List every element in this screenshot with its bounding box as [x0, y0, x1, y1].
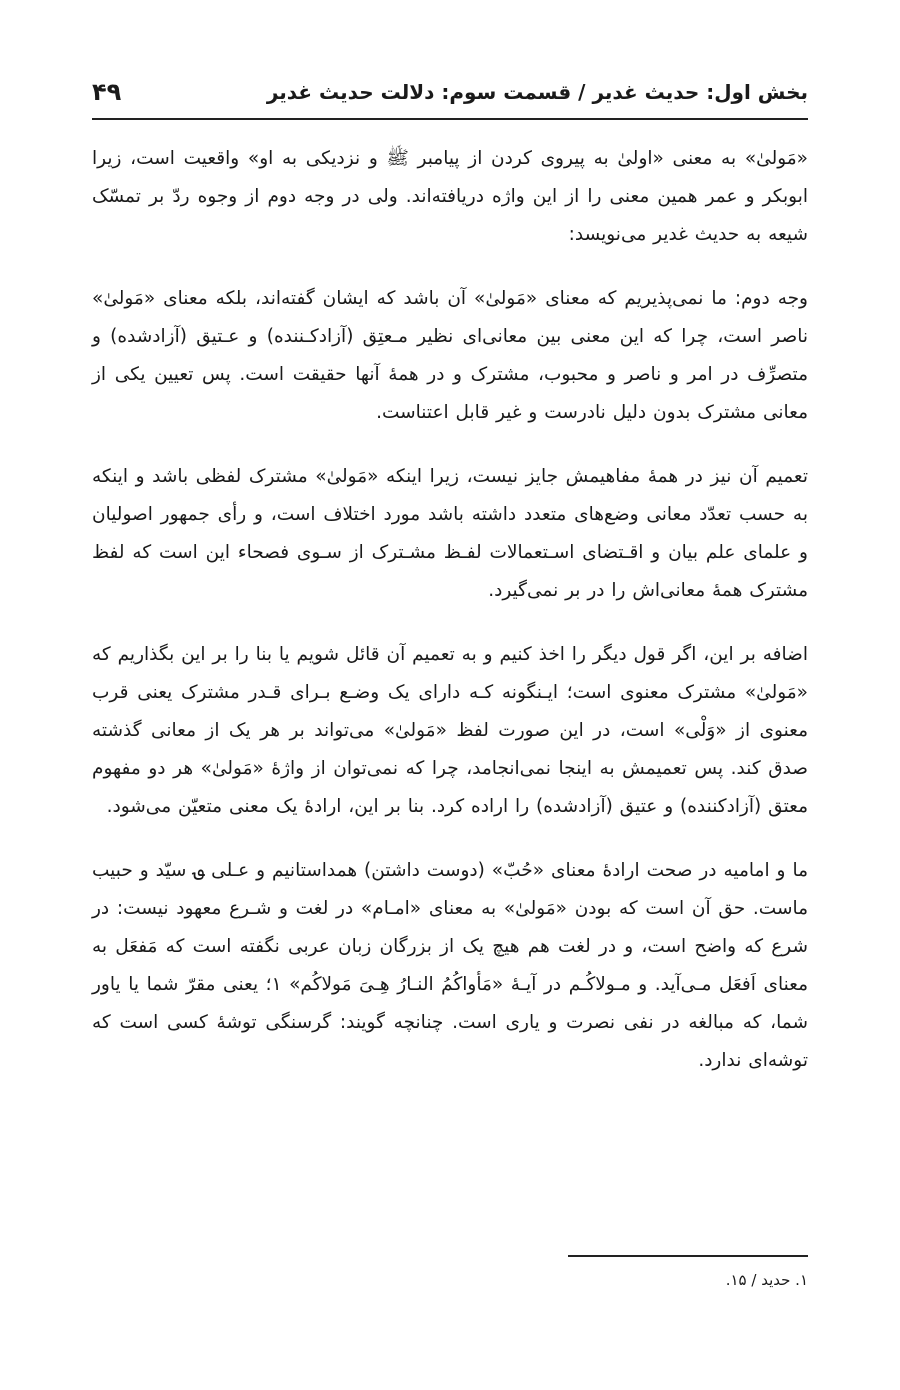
paragraph-5: ما و امامیه در صحت ارادهٔ معنای «حُبّ» (دوست داشتن) همداستانیم و عـلی ؈ سیّد و حبیب ماست. حق آن است که بودن «مَولیٰ» به معنای «امـام» در لغت و شـرع معهود نیست: در شرع که واضح است، و در لغت هم هیچ یک از بزرگان زبان عربی نگفته است که مَفعَل به معنای اَفعَل مـی‌آید. و مـولاکُـم در آیـهٔ «مَأواکُمُ النـارُ هِـیَ مَولاکُم» ۱؛ یعنی مقرّ شما یا یاور شما، که مبالغه در نفی نصرت و یاری است. چنانچه گویند: گرسنگی توشهٔ کسی است که توشه‌ای ندارد.: [92, 860, 809, 1071]
paragraph-1: «مَولیٰ» به معنی «اولیٰ به پیروی کردن از پیامبر ﷺ و نزدیکی به او» واقعیت است، زیرا ابوبکر و عمر همین معنی را از این واژه دریافته‌اند. ولی در وجه دوم از وجوه ردّ بر تمسّک شیعه به حدیث غدیر می‌نویسد:: [92, 148, 808, 245]
footnote-divider: [568, 1255, 808, 1257]
paragraph-4: اضافه بر این، اگر قول دیگر را اخذ کنیم و به تعمیم آن قائل شویم یا بنا را بر این بگذاریم که «مَولیٰ» مشترک معنوی است؛ ایـنگونه کـه دارای یک وضـع بـرای قـدر مشترک یعنی قرب معنوی از «وَلْی» است، در این صورت لفظ «مَولیٰ» می‌تواند بر هر یک از معانی گذشته صدق کند. پس تعمیمش به اینجا نمی‌انجامد، چرا که نمی‌توان از واژهٔ «مَولیٰ» هر دو مفهوم معتق (آزادکننده) و عتیق (آزادشده) را اراده کرد. بنا بر این، ارادهٔ یک معنی متعیّن می‌شود.: [92, 644, 808, 817]
paragraph-2: وجه دوم: ما نمی‌پذیریم که معنای «مَولیٰ» آن باشد که ایشان گفته‌اند، بلکه معنای «مَولیٰ» ناصر است، چرا که این معنی بین معانی‌ای نظیر مـعتِق (آزادکـننده) و عـتیق (آزادشده) و متصرِّف در امر و ناصر و محبوب، مشترک و در همهٔ آنها حقیقت است. پس تعیین یکی از معانی مشترک بدون دلیل نادرست و غیر قابل اعتناست.: [92, 288, 808, 423]
paragraph-3: تعمیم آن نیز در همهٔ مفاهیمش جایز نیست، زیرا اینکه «مَولیٰ» مشترک لفظی باشد و اینکه به حسب تعدّد معانی وضع‌های متعدد داشته باشد مورد اختلاف است، و رأی جمهور اصولیان و علمای علم بیان و اقـتضای اسـتعمالات لفـظ مشـترک از سـوی فصحاء این است که لفظ مشترک همهٔ معانی‌اش را در بر نمی‌گیرد.: [92, 466, 808, 601]
book-page: [92, 0, 808, 1390]
body-text: [92, 140, 808, 1106]
header-divider: [92, 118, 808, 120]
footnote: ۱. حدید / ۱۵.: [725, 1271, 808, 1289]
page-header: [92, 72, 808, 112]
page-number: ۴۹: [92, 78, 122, 106]
running-title: بخش اول: حدیث غدیر / قسمت سوم: دلالت حدیث غدیر: [266, 80, 808, 104]
